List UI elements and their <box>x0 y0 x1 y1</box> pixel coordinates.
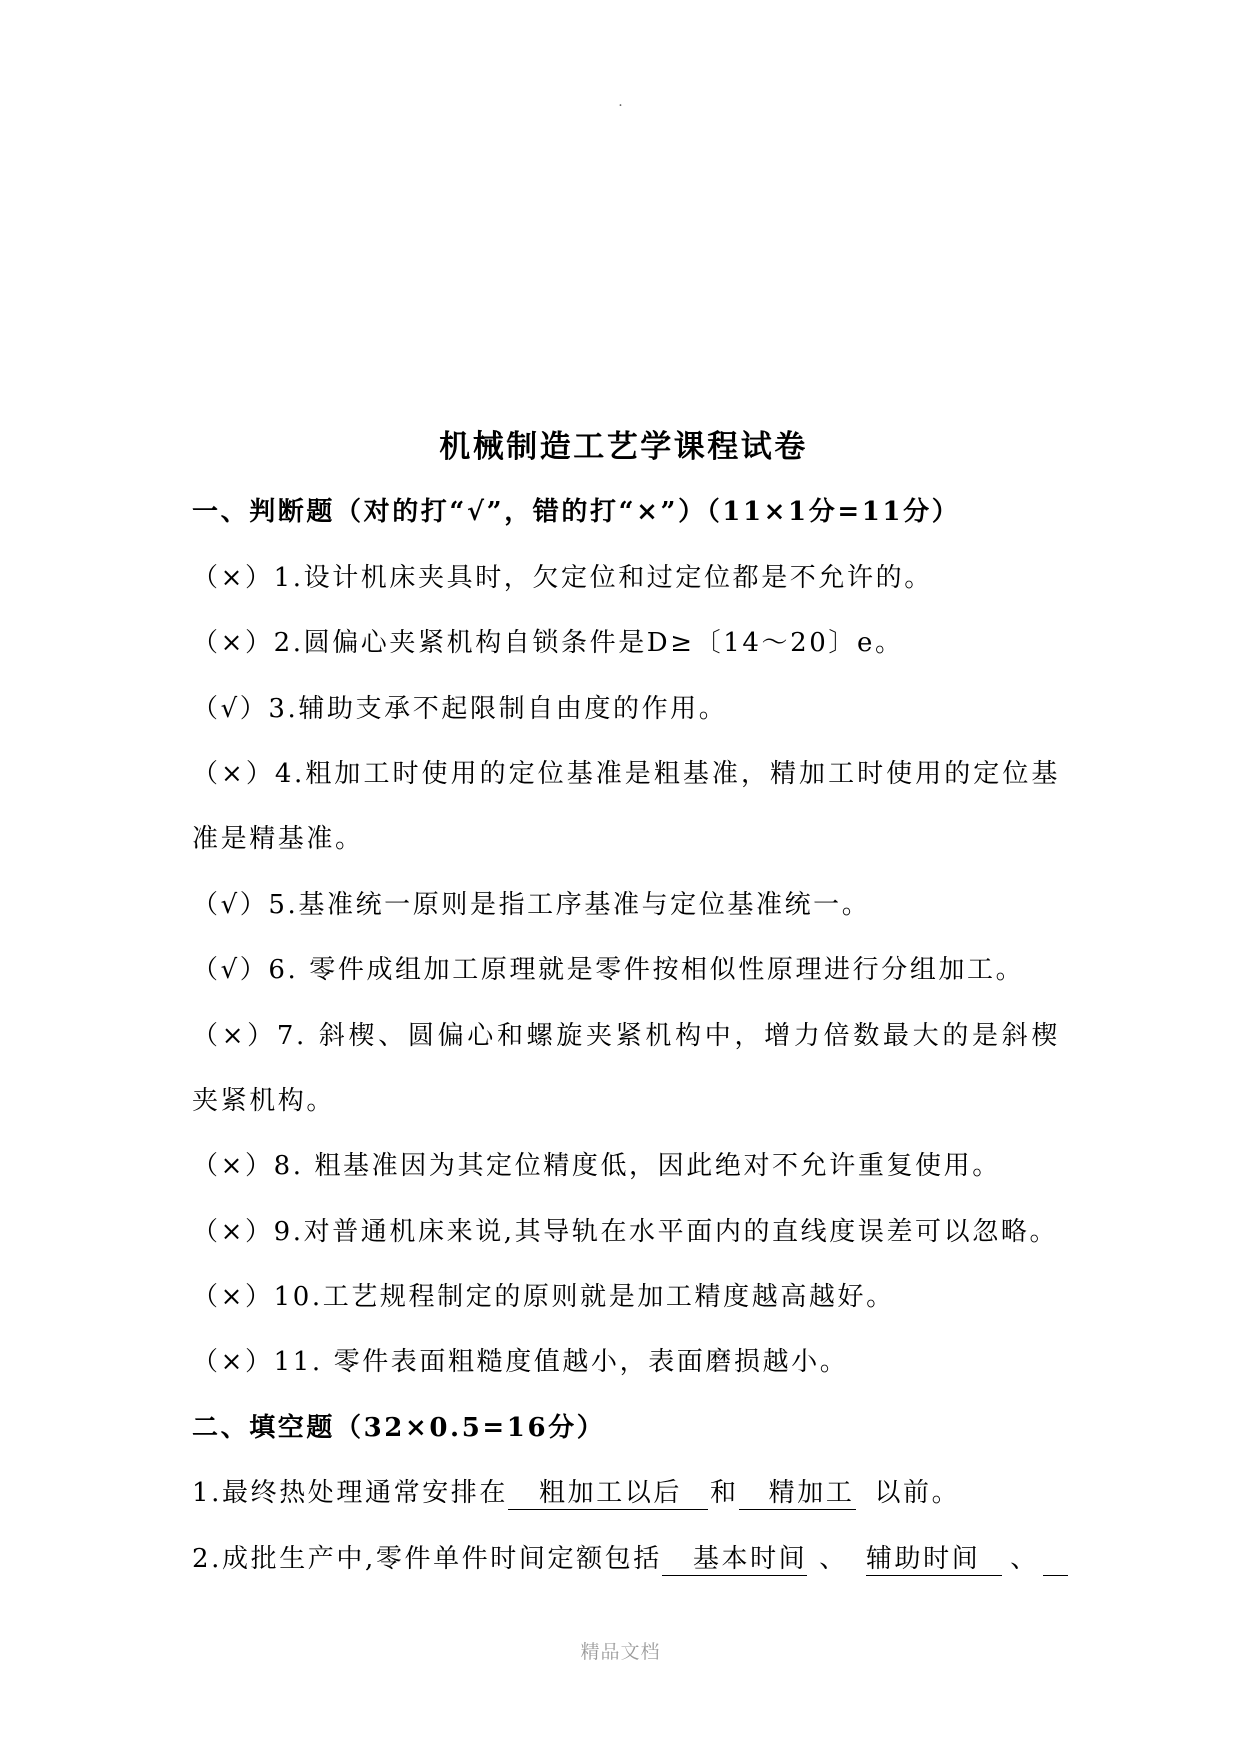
fill-blank-answer: 基本时间 <box>662 1544 807 1576</box>
judgment-item-7: （×）7. 斜楔、圆偏心和螺旋夹紧机构中，增力倍数最大的是斜楔 <box>192 1020 1060 1051</box>
fill-blank-answer: 精加工 <box>739 1478 857 1510</box>
judgment-item-5: （√）5.基准统一原则是指工序基准与定位基准统一。 <box>192 889 871 920</box>
fill-blank-answer: 辅助时间 <box>866 1544 1002 1576</box>
fill-blank-answer: 粗加工以后 <box>508 1478 708 1510</box>
judgment-item-3: （√）3.辅助支承不起限制自由度的作用。 <box>192 693 728 724</box>
judgment-item-11: （×）11. 零件表面粗糙度值越小，表面磨损越小。 <box>192 1347 849 1378</box>
judgment-item-1: （×）1.设计机床夹具时，欠定位和过定位都是不允许的。 <box>192 562 933 593</box>
section-heading-judgment: 一、判断题（对的打“√”，错的打“×”）（11×1分=11分） <box>192 497 961 528</box>
fill-item-1-ending: 以前。 <box>874 1478 961 1509</box>
judgment-item-9: （×）9.对普通机床来说,其导轨在水平面内的直线度误差可以忽略。 <box>192 1216 1059 1247</box>
page-top-mark: . <box>618 94 623 110</box>
judgment-item-7-continuation: 夹紧机构。 <box>192 1085 336 1116</box>
judgment-item-6: （√）6. 零件成组加工原理就是零件按相似性原理进行分组加工。 <box>192 955 1025 986</box>
fill-item-2 <box>0 1527 1241 1592</box>
judgment-item-2: （×）2.圆偏心夹紧机构自锁条件是D≥〔14～20〕e。 <box>192 628 904 659</box>
section-heading-fill-blank: 二、填空题（32×0.5=16分） <box>192 1412 606 1443</box>
fill-item-2-separator: 、 <box>819 1543 848 1574</box>
exam-document <box>0 415 1241 1592</box>
fill-item-1-connector: 和 <box>710 1478 739 1509</box>
fill-item-2-prompt: 2.成批生产中,零件单件时间定额包括 <box>192 1543 662 1574</box>
judgment-item-8: （×）8. 粗基准因为其定位精度低，因此绝对不允许重复使用。 <box>192 1151 1001 1182</box>
fill-blank-empty <box>1043 1544 1068 1576</box>
fill-item-1 <box>0 1461 1241 1526</box>
page-footer: 精品文档 <box>580 1641 661 1663</box>
fill-item-2-separator: 、 <box>1010 1543 1039 1574</box>
judgment-item-4-continuation: 准是精基准。 <box>192 824 364 855</box>
judgment-item-10: （×）10.工艺规程制定的原则就是加工精度越高越好。 <box>192 1282 895 1313</box>
fill-item-1-prompt: 1.最终热处理通常安排在 <box>192 1478 509 1509</box>
judgment-item-4: （×）4.粗加工时使用的定位基准是粗基准，精加工时使用的定位基 <box>192 758 1060 789</box>
document-title: 机械制造工艺学课程试卷 <box>439 429 808 465</box>
